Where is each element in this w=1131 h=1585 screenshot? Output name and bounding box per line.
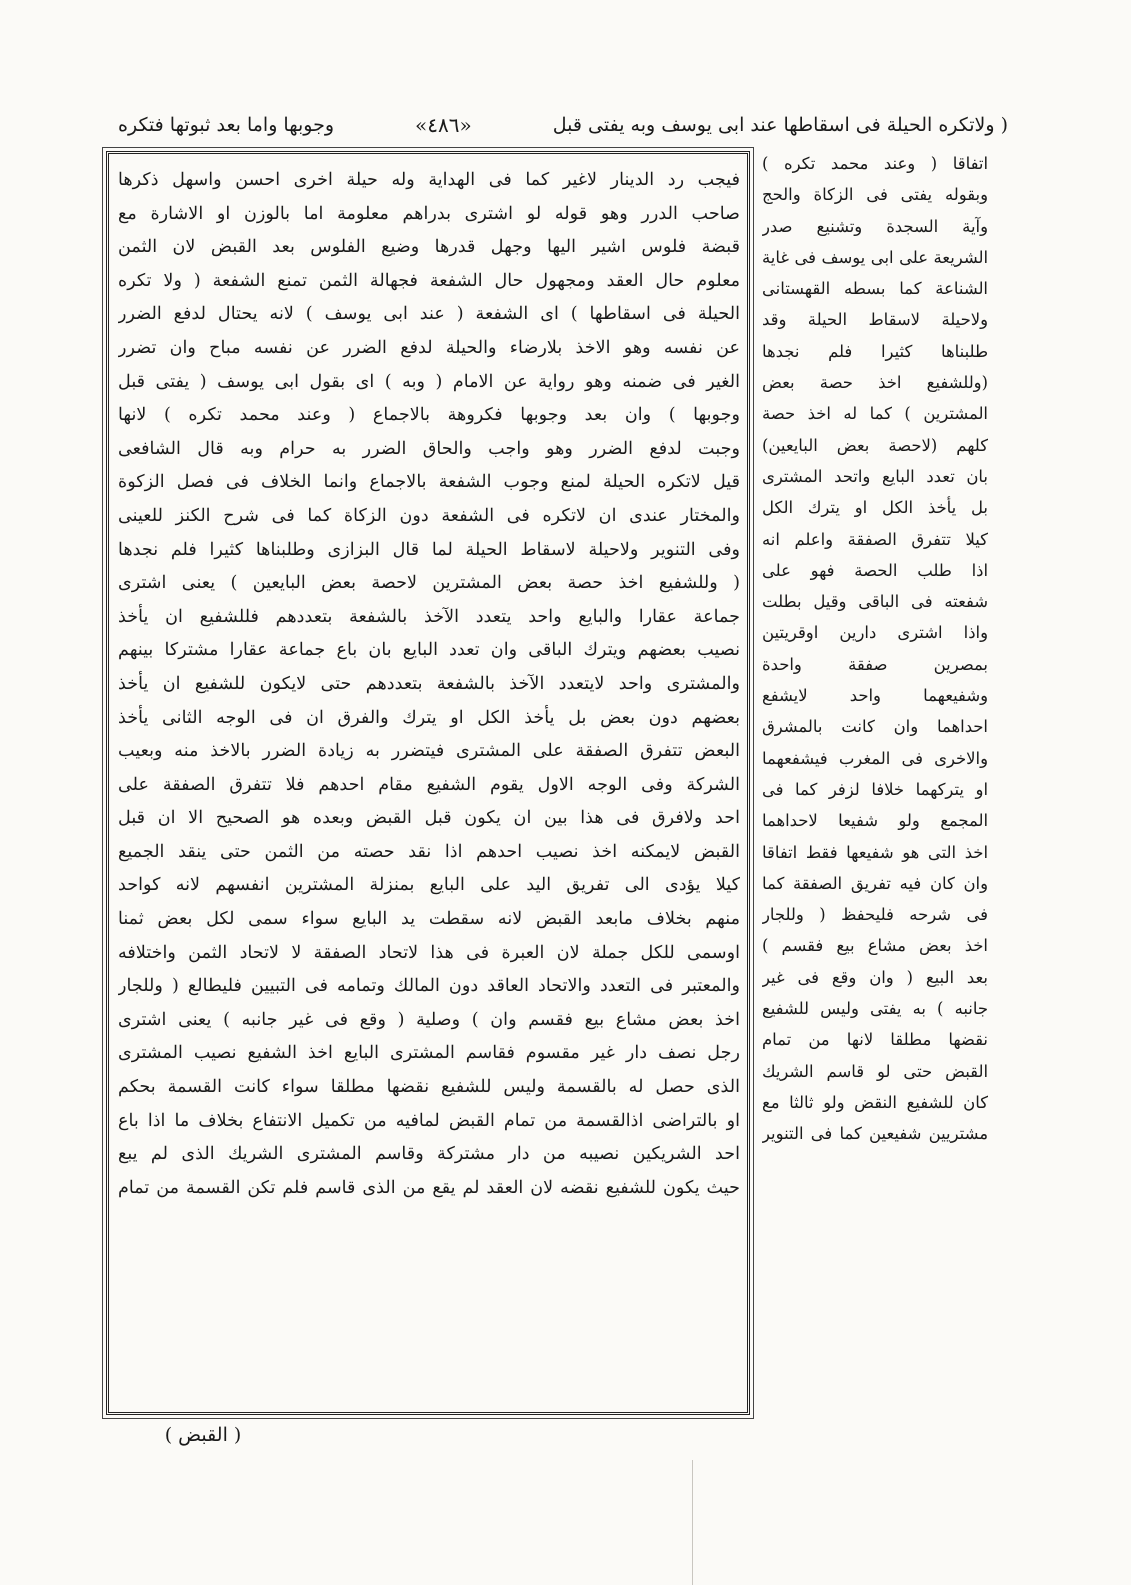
text-line: معلوم حال العقد ومجهول حال الشفعة فجهالة الثمن تمنع الشفعة ( ولا تكره xyxy=(118,270,740,291)
text-line: رجل نصف دار غير مقسوم فقاسم المشترى البايع اخذ الشفيع نصيب المشترى xyxy=(118,1043,740,1064)
text-line: القبض لايمكنه اخذ نصيب احدهم اذا نقد حصته من الثمن حتى ينقد الجميع xyxy=(118,841,740,862)
margin-gloss-text xyxy=(762,148,988,1428)
page-crease xyxy=(692,1460,693,1585)
margin-line: او يتركهما خلافا لزفر كما فى xyxy=(762,779,988,799)
text-line: الغير فى ضمنه وهو رواية عن الامام ( وبه ) اى بقول ابى يوسف ( يفتى قبل xyxy=(118,371,740,392)
margin-line: طلبناها كثيرا فلم نجدها xyxy=(762,341,988,361)
margin-line: الشريعة على ابى يوسف فى غاية xyxy=(762,247,988,267)
margin-line: اتفاقا ( وعند محمد تكره ) xyxy=(762,154,988,173)
text-line: كيلا يؤدى الى تفريق اليد على البايع بمنزلة المشترين انفسهم لانه كواحد xyxy=(118,875,740,896)
text-line: اوسمى للكل جملة لان العبرة فى هذا لاتحاد الصفقة لا لاتحاد الثمن واختلافه xyxy=(118,942,740,963)
text-line: عن نفسه وهو الاخذ بلارضاء والحيلة لدفع الضرر عن نفسه مباح وان تضرر xyxy=(118,337,740,358)
text-line: والمشترى واحد لايتعدد الآخذ بالشفعة بتعددهم حتى لايكون للشفيع ان يأخذ xyxy=(118,673,740,694)
text-line: جماعة عقارا والبايع واحد يتعدد الآخذ بالشفعة بتعددهم فللشفيع ان يأخذ xyxy=(118,606,740,627)
text-line: والمعتبر فى التعدد والاتحاد العاقد دون المالك وتمامه فى التبيين فليطالع ( وللجار xyxy=(118,976,740,997)
margin-line: بان تعدد البايع واتحد المشترى xyxy=(762,466,988,486)
margin-line: وان كان فيه تفريق الصفقة كما xyxy=(762,873,988,893)
header-left-text: وجوبها واما بعد ثبوتها فتكره xyxy=(118,114,334,136)
margin-line: المجمع ولو شفيعا لاحداهما xyxy=(762,811,988,831)
text-line: الشركة وفى الوجه الاول يقوم الشفيع مقام احدهم فلا تتفرق الصفقة على xyxy=(118,774,740,795)
text-line: والمختار عندى ان لاتكره فى الشفعة دون الزكاة كما فى شرح الكنز للعينى xyxy=(118,505,740,526)
text-line: وجبت لدفع الضرر وهو واجب والحاق الضرر به حرام وبه قال الشافعى xyxy=(118,438,740,459)
margin-line: وآية السجدة وتشنيع صدر xyxy=(762,216,988,236)
margin-line: شفعته فى الباقى وقيل بطلت xyxy=(762,592,988,612)
margin-line: اخذ بعض مشاع بيع فقسم ) xyxy=(762,936,988,956)
text-line: قبضة فلوس اشير اليها وجهل قدرها وضيع الفلوس بعد القبض لان الثمن xyxy=(118,237,740,258)
margin-line: جانبه ) به يفتى وليس للشفيع xyxy=(762,999,988,1019)
catchword: ( القبض ) xyxy=(164,1424,242,1446)
margin-line: اذا طلب الحصة فهو على xyxy=(762,560,988,580)
margin-line: بمصرين صفقة واحدة xyxy=(762,654,988,674)
main-commentary-text xyxy=(118,164,740,1409)
margin-line: واذا اشترى دارين اوقريتين xyxy=(762,623,988,643)
text-line: صاحب الدرر وهو قوله لو اشترى بدراهم معلومة اما بالوزن او الاشارة مع xyxy=(118,203,740,224)
margin-line: والاخرى فى المغرب فيشفعهما xyxy=(762,748,988,768)
margin-line: وشفيعهما واحد لايشفع xyxy=(762,686,988,706)
text-line: قيل لاتكره الحيلة لمنع وجوب الشفعة بالاجماع وانما الخلاف فى فصل الزكوة xyxy=(118,472,740,493)
margin-line: (وللشفيع اخذ حصة بعض xyxy=(762,373,988,393)
margin-line: بعد البيع ( وان وقع فى غير xyxy=(762,967,988,987)
running-header xyxy=(118,108,1008,142)
text-line: الحيلة فى اسقاطها ) اى الشفعة ( عند ابى يوسف ) لانه يحتال لدفع الضرر xyxy=(118,304,740,325)
text-line: فيجب رد الدينار لاغير كما فى الهداية وله حيلة اخرى احسن واسهل ذكرها xyxy=(118,170,740,190)
text-line: اخذ بعض مشاع بيع فقسم وان ) وصلية ( وقع فى غير جانبه ) يعنى اشترى xyxy=(118,1009,740,1030)
margin-line: مشتريين شفيعين كما فى التنوير xyxy=(762,1124,988,1144)
text-line: حيث يكون للشفيع نقضه لان العقد لم يقع من الذى قاسم فلم تكن القسمة من تمام xyxy=(118,1177,740,1198)
page-number-value: ٤٨٦ xyxy=(427,113,460,137)
text-line: او بالتراضى اذالقسمة من تمام القبض لمافيه من تكميل الانتفاع بخلاف ما اذا باع xyxy=(118,1110,740,1131)
margin-line: القبض حتى لو قاسم الشريك xyxy=(762,1061,988,1081)
header-right-text: ( ولاتكره الحيلة فى اسقاطها عند ابى يوسف وبه يفتى قبل xyxy=(552,114,1008,136)
text-line: احد ولافرق فى هذا بين ان يكون قبل القبض وبعده هو الصحيح الا ان قبل xyxy=(118,808,740,829)
text-line: نصيب بعضهم ويترك الباقى وان تعدد البايع بان باع جماعة عقارا مشتركا بينهم xyxy=(118,640,740,661)
margin-line: المشترين ) كما له اخذ حصة xyxy=(762,404,988,424)
text-line: وفى التنوير ولاحيلة لاسقاط الحيلة لما قال البزازى وطلبناها كثيرا فلم نجدها xyxy=(118,539,740,560)
margin-line: ولاحيلة لاسقاط الحيلة وقد xyxy=(762,310,988,330)
margin-line: كان للشفيع النقض ولو ثالثا مع xyxy=(762,1092,988,1112)
text-line: البعض تتفرق الصفقة على المشترى فيتضرر به زيادة الضرر بالاخذ منه وبعيب xyxy=(118,741,740,762)
margin-line: نقضها مطلقا لانها من تمام xyxy=(762,1030,988,1050)
margin-line: كلهم (لاحصة بعض البايعين) xyxy=(762,435,988,455)
text-line: بعضهم دون بعض بل يأخذ الكل او يترك والفرق ان فى الوجه الثانى يأخذ xyxy=(118,707,740,728)
margin-line: احداهما وان كانت بالمشرق xyxy=(762,717,988,737)
text-line: وجوبها ) وان بعد وجوبها فكروهة بالاجماع ( وعند محمد تكره ) لانها xyxy=(118,405,740,426)
margin-line: بل يأخذ الكل او يترك الكل xyxy=(762,498,988,518)
margin-line: الشناعة كما بسطه القهستانى xyxy=(762,279,988,299)
margin-line: وبقوله يفتى فى الزكاة والحج xyxy=(762,185,988,205)
margin-line: فى شرحه فليحفظ ( وللجار xyxy=(762,905,988,925)
margin-line: اخذ التى هو شفيعها فقط اتفاقا xyxy=(762,842,988,862)
margin-line: كيلا تتفرق الصفقة واعلم انه xyxy=(762,529,988,549)
text-line: احد الشريكين نصيبه من دار مشتركة وقاسم المشترى الشريك الذى لم يبع xyxy=(118,1144,740,1165)
text-line: ( وللشفيع اخذ حصة بعض المشترين لاحصة بعض البايعين ) يعنى اشترى xyxy=(118,573,740,594)
text-line: الذى حصل له بالقسمة وليس للشفيع نقضها مطلقا سواء كانت القسمة بحكم xyxy=(118,1077,740,1098)
text-line: منهم بخلاف مابعد القبض لانه سقطت يد البايع سواء سمى لكل بعض ثمنا xyxy=(118,909,740,930)
page-number: «٤٨٦» xyxy=(415,113,472,137)
